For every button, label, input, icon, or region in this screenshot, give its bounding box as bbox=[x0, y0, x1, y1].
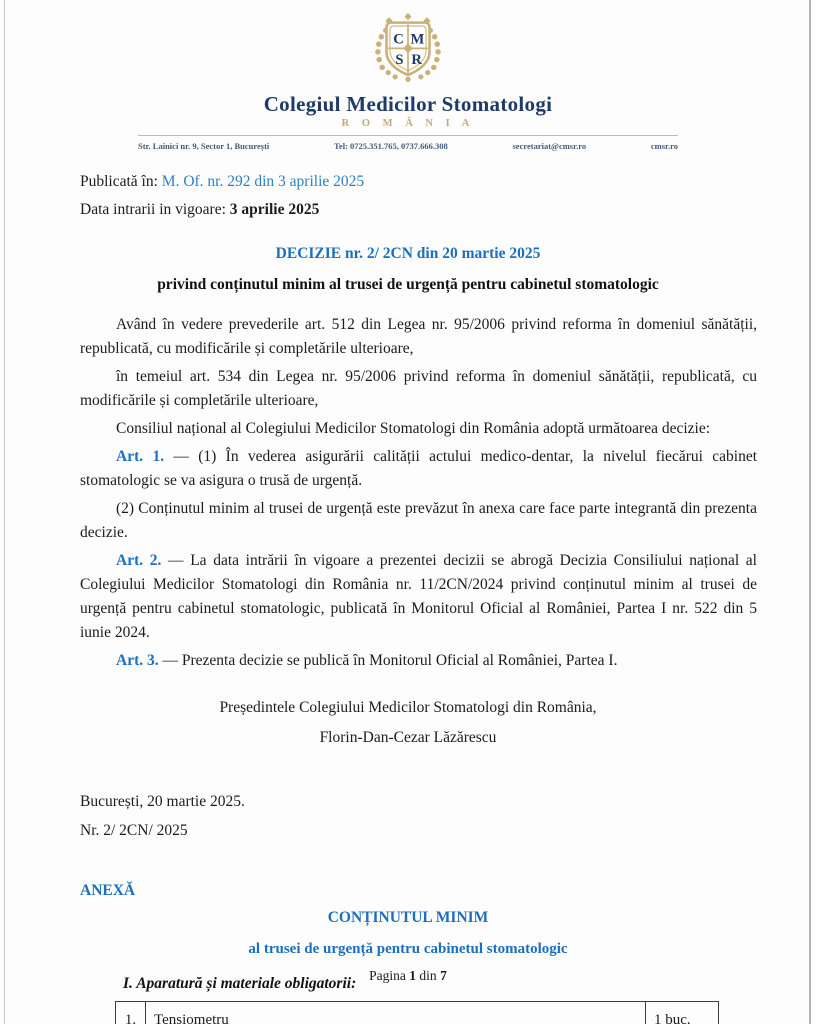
crest-letter-r: R bbox=[411, 51, 422, 68]
decision-title: DECIZIE nr. 2/ 2CN din 20 martie 2025 bbox=[275, 245, 541, 262]
preamble-paragraph-3: Consiliul național al Colegiului Medicilor Stomatologi din România adoptă următoarea decizie: bbox=[116, 420, 711, 437]
org-country: R O M Â N I A bbox=[341, 118, 475, 129]
decision-subtitle: privind conținutul minim al trusei de urgență pentru cabinetul stomatologic bbox=[157, 276, 659, 293]
annex-title: CONȚINUTUL MINIM bbox=[327, 909, 489, 926]
contact-address: Str. Lainici nr. 9, Sector 1, București bbox=[138, 141, 270, 151]
row-number-cell: 1. bbox=[116, 1002, 146, 1024]
items-table bbox=[115, 1001, 719, 1024]
signature-title: Președintele Colegiului Medicilor Stomatologi din România, bbox=[219, 699, 597, 716]
contact-website: cmsr.ro bbox=[650, 141, 678, 151]
crest-letter-m: M bbox=[410, 31, 425, 48]
issue-number: Nr. 2/ 2CN/ 2025 bbox=[80, 822, 188, 839]
article-3-text: — Prezenta decizie se publică în Monitorul Oficial al României, Partea I. bbox=[162, 652, 618, 669]
table-row bbox=[116, 1002, 719, 1024]
contact-bar bbox=[138, 135, 678, 151]
article-1 bbox=[80, 445, 757, 493]
photo-left-edge bbox=[4, 0, 5, 1024]
row-item-cell: Tensiometru bbox=[146, 1002, 646, 1024]
contact-phone: Tel: 0725.351.765, 0737.666.308 bbox=[334, 141, 448, 151]
crest-letter-s: S bbox=[395, 51, 404, 68]
effective-line bbox=[80, 196, 757, 224]
org-name: Colegiul Medicilor Stomatologi bbox=[263, 92, 553, 116]
annex-label: ANEXĂ bbox=[80, 882, 136, 899]
published-line bbox=[80, 168, 757, 196]
photo-right-edge bbox=[809, 0, 811, 1024]
page-number-current: 1 bbox=[409, 968, 417, 983]
article-1-paragraph-2: (2) Conținutul minim al trusei de urgență este prevăzut în anexa care face parte integrantă din prezenta decizie. bbox=[80, 500, 757, 541]
effective-label: Data intrarii in vigoare: bbox=[80, 201, 226, 218]
article-2-text: — La data intrării în vigoare a prezentei decizii se abrogă Decizia Consiliului național al Colegiului Medicilor Stomatologi din România nr. 11/2CN/2024 privind conținutul minim al trusei de urgență pentru cabinetul stomatologic, publicată în Monitorul Oficial al României, Partea I nr. 522 din 5 iunie 2024. bbox=[80, 552, 757, 641]
preamble-paragraph-1: Având în vedere prevederile art. 512 din Legea nr. 95/2006 privind reforma în domeniul sănătății, republicată, cu modificările și completările ulterioare, bbox=[80, 316, 757, 357]
annex-subtitle: al trusei de urgență pentru cabinetul stomatologic bbox=[248, 941, 568, 957]
page-footer-prefix: Pagina bbox=[369, 968, 406, 983]
crest-letter-c: C bbox=[393, 31, 404, 48]
publication-meta bbox=[80, 168, 757, 224]
page-number-total: 7 bbox=[440, 968, 447, 983]
annex-section-heading: I. Aparatură și materiale obligatorii: bbox=[123, 975, 357, 992]
row-qty-cell: 1 buc. bbox=[646, 1002, 719, 1024]
decision-body bbox=[80, 313, 757, 673]
article-3-label: Art. 3. bbox=[116, 652, 159, 669]
effective-value: 3 aprilie 2025 bbox=[229, 201, 320, 218]
article-3 bbox=[80, 649, 757, 673]
published-label: Publicată în: bbox=[80, 173, 158, 190]
article-2-label: Art. 2. bbox=[116, 552, 162, 569]
page-footer bbox=[0, 968, 816, 984]
issue-place-date: București, 20 martie 2025. bbox=[80, 793, 245, 810]
org-crest-logo bbox=[365, 12, 451, 90]
preamble-paragraph-2: în temeiul art. 534 din Legea nr. 95/2006 privind reforma în domeniul sănătății, republicată, cu modificările și completările ulterioare, bbox=[80, 368, 757, 409]
article-2 bbox=[80, 549, 757, 645]
article-1-label: Art. 1. bbox=[116, 448, 165, 465]
article-1-text: — (1) În vederea asigurării calității actului medico-dentar, la nivelul fiecărui cabinet stomatologic se va asigura o trusă de urgență. bbox=[80, 448, 758, 489]
page-footer-mid: din bbox=[419, 968, 437, 983]
signature-name: Florin-Dan-Cezar Lăzărescu bbox=[319, 729, 497, 746]
contact-email: secretariat@cmsr.ro bbox=[512, 141, 587, 151]
issue-block bbox=[80, 787, 757, 845]
published-link[interactable]: M. Of. nr. 292 din 3 aprilie 2025 bbox=[161, 173, 365, 190]
letterhead bbox=[0, 0, 816, 151]
